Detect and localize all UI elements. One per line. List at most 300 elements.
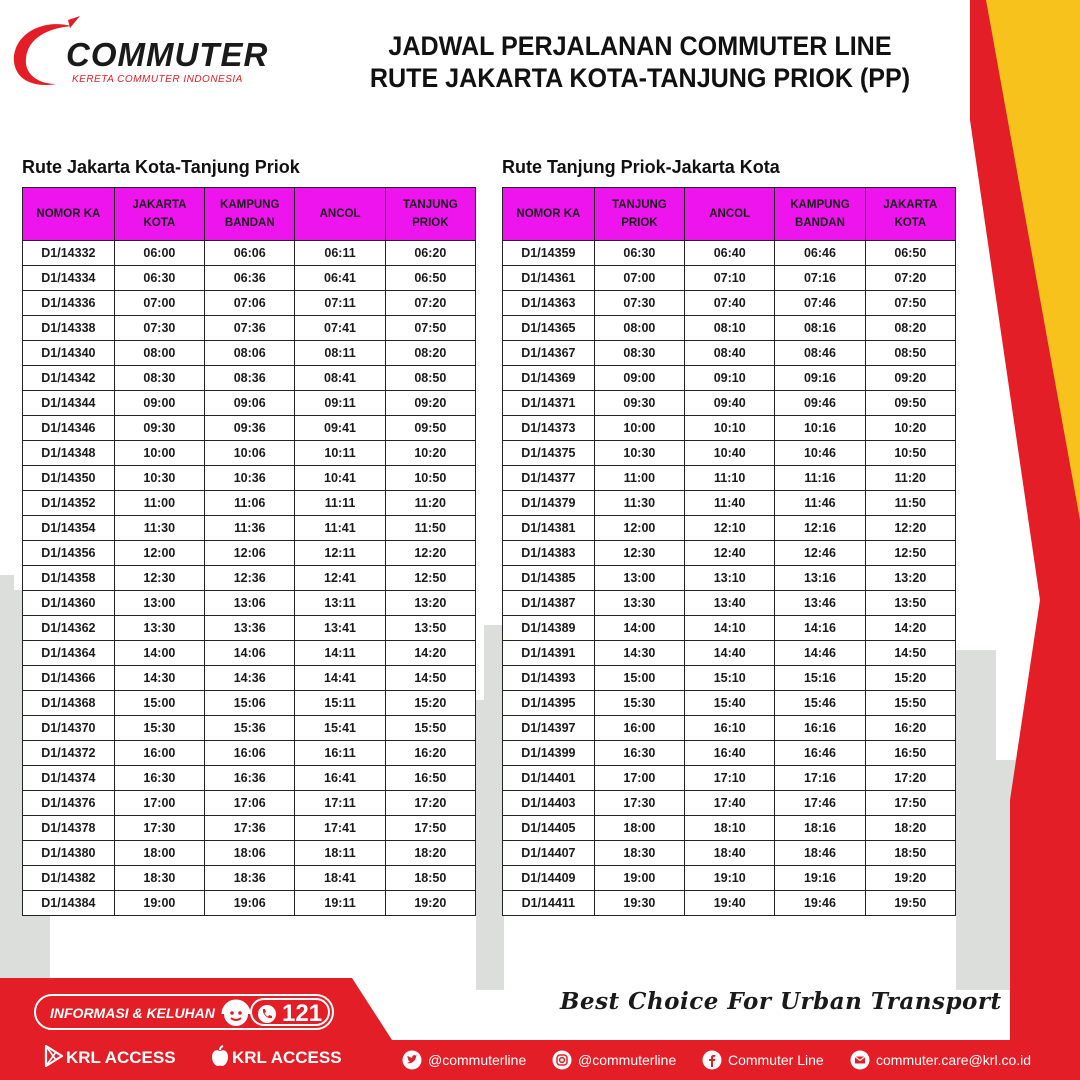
train-number-cell: D1/14363 (503, 291, 595, 316)
time-cell: 18:10 (685, 816, 775, 841)
time-cell: 08:50 (385, 366, 475, 391)
time-cell: 18:16 (775, 816, 865, 841)
twitter-link[interactable] (402, 1050, 526, 1070)
time-cell: 08:00 (114, 341, 204, 366)
train-number-cell: D1/14367 (503, 341, 595, 366)
time-cell: 19:00 (594, 866, 684, 891)
time-cell: 12:30 (594, 541, 684, 566)
train-number-cell: D1/14389 (503, 616, 595, 641)
time-cell: 14:00 (114, 641, 204, 666)
time-cell: 07:46 (775, 291, 865, 316)
time-cell: 10:11 (295, 441, 385, 466)
time-cell: 16:30 (114, 766, 204, 791)
table-row (503, 841, 956, 866)
time-cell: 17:36 (205, 816, 295, 841)
train-number-cell: D1/14397 (503, 716, 595, 741)
hotline-badge[interactable] (250, 998, 330, 1026)
time-cell: 07:11 (295, 291, 385, 316)
instagram-icon (552, 1050, 572, 1070)
krl-access-android[interactable] (44, 1045, 176, 1068)
time-cell: 07:40 (685, 291, 775, 316)
time-cell: 19:20 (385, 891, 475, 916)
time-cell: 07:10 (685, 266, 775, 291)
train-number-cell: D1/14354 (23, 516, 115, 541)
time-cell: 06:41 (295, 266, 385, 291)
time-cell: 12:06 (205, 541, 295, 566)
time-cell: 09:20 (385, 391, 475, 416)
column-header (685, 188, 775, 241)
time-cell: 19:40 (685, 891, 775, 916)
time-cell: 13:50 (865, 591, 955, 616)
train-number-cell: D1/14382 (23, 866, 115, 891)
time-cell: 14:50 (865, 641, 955, 666)
time-cell: 10:10 (685, 416, 775, 441)
time-cell: 09:36 (205, 416, 295, 441)
table-row (23, 741, 476, 766)
time-cell: 14:11 (295, 641, 385, 666)
time-cell: 06:11 (295, 241, 385, 266)
table-header-row (23, 188, 476, 241)
time-cell: 08:46 (775, 341, 865, 366)
time-cell: 06:06 (205, 241, 295, 266)
time-cell: 19:10 (685, 866, 775, 891)
train-number-cell: D1/14380 (23, 841, 115, 866)
time-cell: 06:30 (594, 241, 684, 266)
table-row (503, 341, 956, 366)
train-number-cell: D1/14374 (23, 766, 115, 791)
time-cell: 17:50 (865, 791, 955, 816)
time-cell: 06:46 (775, 241, 865, 266)
facebook-name: Commuter Line (728, 1052, 824, 1068)
table-row (503, 591, 956, 616)
time-cell: 19:00 (114, 891, 204, 916)
table-row (503, 391, 956, 416)
customer-service-icon (218, 992, 254, 1032)
time-cell: 16:20 (865, 716, 955, 741)
table-row (23, 841, 476, 866)
time-cell: 12:16 (775, 516, 865, 541)
time-cell: 17:30 (594, 791, 684, 816)
table-row (23, 866, 476, 891)
train-number-cell: D1/14385 (503, 566, 595, 591)
email-address: commuter.care@krl.co.id (876, 1052, 1032, 1068)
info-label: INFORMASI & KELUHAN (50, 1005, 215, 1021)
column-header (775, 188, 865, 241)
time-cell: 07:30 (594, 291, 684, 316)
time-cell: 12:50 (385, 566, 475, 591)
commuter-logo (10, 14, 269, 94)
column-header-line1: TANJUNG (612, 199, 667, 211)
slogan: Best Choice For Urban Transport (560, 988, 1002, 1015)
table-row (23, 816, 476, 841)
train-number-cell: D1/14393 (503, 666, 595, 691)
time-cell: 09:40 (685, 391, 775, 416)
time-cell: 13:36 (205, 616, 295, 641)
time-cell: 13:30 (114, 616, 204, 641)
table-row (23, 766, 476, 791)
time-cell: 10:30 (114, 466, 204, 491)
time-cell: 15:16 (775, 666, 865, 691)
time-cell: 19:16 (775, 866, 865, 891)
time-cell: 13:46 (775, 591, 865, 616)
time-cell: 14:30 (594, 641, 684, 666)
table-row (503, 791, 956, 816)
train-number-cell: D1/14358 (23, 566, 115, 591)
table-row (503, 516, 956, 541)
left-route-title: Rute Jakarta Kota-Tanjung Priok (22, 157, 300, 177)
time-cell: 15:20 (385, 691, 475, 716)
time-cell: 07:36 (205, 316, 295, 341)
time-cell: 14:20 (385, 641, 475, 666)
time-cell: 11:40 (685, 491, 775, 516)
table-row (503, 891, 956, 916)
table-row (503, 366, 956, 391)
table-row (503, 766, 956, 791)
train-number-cell: D1/14371 (503, 391, 595, 416)
column-header-line1: NOMOR KA (516, 208, 581, 220)
column-header-line1: JAKARTA (132, 199, 187, 211)
time-cell: 10:20 (385, 441, 475, 466)
time-cell: 17:10 (685, 766, 775, 791)
time-cell: 18:11 (295, 841, 385, 866)
time-cell: 16:20 (385, 741, 475, 766)
time-cell: 14:41 (295, 666, 385, 691)
time-cell: 16:40 (685, 741, 775, 766)
instagram-handle: @commuterline (578, 1052, 677, 1068)
twitter-handle: @commuterline (428, 1052, 527, 1068)
time-cell: 10:36 (205, 466, 295, 491)
time-cell: 13:20 (385, 591, 475, 616)
time-cell: 09:46 (775, 391, 865, 416)
time-cell: 08:00 (594, 316, 684, 341)
table-row (23, 416, 476, 441)
time-cell: 15:50 (865, 691, 955, 716)
time-cell: 09:30 (114, 416, 204, 441)
table-row (503, 541, 956, 566)
time-cell: 16:10 (685, 716, 775, 741)
train-number-cell: D1/14387 (503, 591, 595, 616)
time-cell: 09:11 (295, 391, 385, 416)
time-cell: 16:11 (295, 741, 385, 766)
train-number-cell: D1/14340 (23, 341, 115, 366)
table-row (503, 491, 956, 516)
table-row (23, 366, 476, 391)
time-cell: 15:40 (685, 691, 775, 716)
table-row (23, 291, 476, 316)
column-header (205, 188, 295, 241)
time-cell: 18:50 (865, 841, 955, 866)
time-cell: 10:40 (685, 441, 775, 466)
time-cell: 18:20 (865, 816, 955, 841)
instagram-link[interactable] (552, 1050, 676, 1070)
column-header-line1: ANCOL (709, 208, 751, 220)
table-row (503, 816, 956, 841)
time-cell: 17:30 (114, 816, 204, 841)
time-cell: 08:06 (205, 341, 295, 366)
column-header-line1: KAMPUNG (220, 199, 280, 211)
krl-access-ios[interactable] (210, 1045, 342, 1068)
time-cell: 11:00 (114, 491, 204, 516)
right-route-title: Rute Tanjung Priok-Jakarta Kota (502, 157, 780, 177)
table-row (503, 441, 956, 466)
time-cell: 15:36 (205, 716, 295, 741)
facebook-link[interactable] (702, 1050, 824, 1070)
time-cell: 15:20 (865, 666, 955, 691)
table-row (503, 691, 956, 716)
time-cell: 06:00 (114, 241, 204, 266)
time-cell: 11:50 (865, 491, 955, 516)
time-cell: 17:16 (775, 766, 865, 791)
time-cell: 08:10 (685, 316, 775, 341)
train-number-cell: D1/14344 (23, 391, 115, 416)
time-cell: 10:50 (385, 466, 475, 491)
train-number-cell: D1/14376 (23, 791, 115, 816)
time-cell: 07:20 (385, 291, 475, 316)
time-cell: 10:30 (594, 441, 684, 466)
table-row (503, 616, 956, 641)
time-cell: 07:20 (865, 266, 955, 291)
time-cell: 08:40 (685, 341, 775, 366)
time-cell: 12:00 (114, 541, 204, 566)
train-number-cell: D1/14342 (23, 366, 115, 391)
table-row (503, 466, 956, 491)
time-cell: 15:00 (114, 691, 204, 716)
time-cell: 10:50 (865, 441, 955, 466)
column-header (114, 188, 204, 241)
time-cell: 09:00 (114, 391, 204, 416)
train-number-cell: D1/14395 (503, 691, 595, 716)
table-row (23, 591, 476, 616)
table-row (23, 241, 476, 266)
time-cell: 10:00 (114, 441, 204, 466)
train-number-cell: D1/14332 (23, 241, 115, 266)
time-cell: 14:20 (865, 616, 955, 641)
train-number-cell: D1/14365 (503, 316, 595, 341)
time-cell: 11:20 (865, 466, 955, 491)
column-header (503, 188, 595, 241)
table-row (503, 316, 956, 341)
train-number-cell: D1/14411 (503, 891, 595, 916)
time-cell: 07:06 (205, 291, 295, 316)
train-number-cell: D1/14350 (23, 466, 115, 491)
train-number-cell: D1/14359 (503, 241, 595, 266)
time-cell: 07:16 (775, 266, 865, 291)
time-cell: 15:50 (385, 716, 475, 741)
table-row (23, 616, 476, 641)
email-icon (850, 1050, 870, 1070)
time-cell: 17:41 (295, 816, 385, 841)
time-cell: 07:30 (114, 316, 204, 341)
info-hotline[interactable] (34, 994, 334, 1030)
train-number-cell: D1/14383 (503, 541, 595, 566)
time-cell: 11:30 (594, 491, 684, 516)
facebook-icon (702, 1050, 722, 1070)
time-cell: 16:41 (295, 766, 385, 791)
train-number-cell: D1/14336 (23, 291, 115, 316)
twitter-icon (402, 1050, 422, 1070)
train-number-cell: D1/14368 (23, 691, 115, 716)
time-cell: 11:50 (385, 516, 475, 541)
time-cell: 06:20 (385, 241, 475, 266)
time-cell: 18:46 (775, 841, 865, 866)
column-header (865, 188, 955, 241)
train-number-cell: D1/14409 (503, 866, 595, 891)
time-cell: 07:00 (594, 266, 684, 291)
time-cell: 10:20 (865, 416, 955, 441)
time-cell: 14:46 (775, 641, 865, 666)
time-cell: 14:36 (205, 666, 295, 691)
time-cell: 18:00 (114, 841, 204, 866)
train-number-cell: D1/14372 (23, 741, 115, 766)
time-cell: 14:16 (775, 616, 865, 641)
time-cell: 11:16 (775, 466, 865, 491)
train-number-cell: D1/14361 (503, 266, 595, 291)
time-cell: 12:41 (295, 566, 385, 591)
time-cell: 16:36 (205, 766, 295, 791)
time-cell: 08:30 (594, 341, 684, 366)
time-cell: 08:41 (295, 366, 385, 391)
time-cell: 09:20 (865, 366, 955, 391)
train-number-cell: D1/14375 (503, 441, 595, 466)
time-cell: 09:41 (295, 416, 385, 441)
time-cell: 18:06 (205, 841, 295, 866)
google-play-icon (44, 1045, 64, 1067)
train-number-cell: D1/14364 (23, 641, 115, 666)
table-row (23, 666, 476, 691)
train-number-cell: D1/14369 (503, 366, 595, 391)
time-cell: 07:00 (114, 291, 204, 316)
time-cell: 06:50 (865, 241, 955, 266)
table-row (503, 566, 956, 591)
schedule-table-priok-kota (502, 187, 956, 916)
email-link[interactable] (850, 1050, 1031, 1070)
train-number-cell: D1/14346 (23, 416, 115, 441)
time-cell: 16:06 (205, 741, 295, 766)
time-cell: 19:11 (295, 891, 385, 916)
time-cell: 16:16 (775, 716, 865, 741)
time-cell: 14:00 (594, 616, 684, 641)
column-header-line2: PRIOK (621, 217, 658, 229)
time-cell: 17:06 (205, 791, 295, 816)
time-cell: 19:20 (865, 866, 955, 891)
time-cell: 13:16 (775, 566, 865, 591)
brand-tagline: KERETA COMMUTER INDONESIA (72, 74, 243, 85)
time-cell: 16:50 (865, 741, 955, 766)
column-header-line2: KOTA (894, 217, 927, 229)
train-number-cell: D1/14370 (23, 716, 115, 741)
table-row (503, 666, 956, 691)
train-number-cell: D1/14352 (23, 491, 115, 516)
time-cell: 08:20 (865, 316, 955, 341)
time-cell: 17:50 (385, 816, 475, 841)
time-cell: 16:46 (775, 741, 865, 766)
table-row (23, 541, 476, 566)
time-cell: 14:06 (205, 641, 295, 666)
column-header (385, 188, 475, 241)
time-cell: 17:40 (685, 791, 775, 816)
time-cell: 19:06 (205, 891, 295, 916)
table-row (23, 716, 476, 741)
time-cell: 18:30 (594, 841, 684, 866)
table-row (503, 741, 956, 766)
time-cell: 19:46 (775, 891, 865, 916)
column-header-line2: KOTA (143, 217, 176, 229)
time-cell: 14:30 (114, 666, 204, 691)
train-number-cell: D1/14373 (503, 416, 595, 441)
train-number-cell: D1/14405 (503, 816, 595, 841)
time-cell: 11:00 (594, 466, 684, 491)
time-cell: 16:00 (114, 741, 204, 766)
time-cell: 11:11 (295, 491, 385, 516)
train-number-cell: D1/14348 (23, 441, 115, 466)
train-number-cell: D1/14381 (503, 516, 595, 541)
train-number-cell: D1/14403 (503, 791, 595, 816)
time-cell: 13:40 (685, 591, 775, 616)
train-number-cell: D1/14391 (503, 641, 595, 666)
time-cell: 18:50 (385, 866, 475, 891)
time-cell: 14:10 (685, 616, 775, 641)
time-cell: 13:06 (205, 591, 295, 616)
time-cell: 11:06 (205, 491, 295, 516)
table-row (23, 441, 476, 466)
time-cell: 08:20 (385, 341, 475, 366)
time-cell: 15:06 (205, 691, 295, 716)
table-row (23, 516, 476, 541)
column-header (594, 188, 684, 241)
time-cell: 06:50 (385, 266, 475, 291)
time-cell: 14:50 (385, 666, 475, 691)
time-cell: 12:30 (114, 566, 204, 591)
time-cell: 11:36 (205, 516, 295, 541)
time-cell: 13:30 (594, 591, 684, 616)
time-cell: 08:11 (295, 341, 385, 366)
time-cell: 18:00 (594, 816, 684, 841)
train-number-cell: D1/14379 (503, 491, 595, 516)
time-cell: 06:40 (685, 241, 775, 266)
time-cell: 11:10 (685, 466, 775, 491)
time-cell: 08:30 (114, 366, 204, 391)
table-row (503, 416, 956, 441)
time-cell: 18:20 (385, 841, 475, 866)
column-header-line1: KAMPUNG (790, 199, 850, 211)
table-row (23, 341, 476, 366)
time-cell: 08:36 (205, 366, 295, 391)
apple-icon (210, 1045, 230, 1067)
time-cell: 12:50 (865, 541, 955, 566)
time-cell: 19:30 (594, 891, 684, 916)
app-ios-label: KRL ACCESS (232, 1048, 342, 1067)
time-cell: 11:41 (295, 516, 385, 541)
time-cell: 15:11 (295, 691, 385, 716)
time-cell: 09:16 (775, 366, 865, 391)
time-cell: 17:20 (385, 791, 475, 816)
time-cell: 15:00 (594, 666, 684, 691)
time-cell: 08:16 (775, 316, 865, 341)
schedule-table-kota-priok (22, 187, 476, 916)
table-row (23, 266, 476, 291)
time-cell: 13:41 (295, 616, 385, 641)
time-cell: 10:41 (295, 466, 385, 491)
time-cell: 19:50 (865, 891, 955, 916)
time-cell: 15:46 (775, 691, 865, 716)
time-cell: 18:41 (295, 866, 385, 891)
table-row (503, 716, 956, 741)
table-row (23, 891, 476, 916)
column-header (295, 188, 385, 241)
table-row (23, 391, 476, 416)
time-cell: 13:00 (114, 591, 204, 616)
time-cell: 18:36 (205, 866, 295, 891)
